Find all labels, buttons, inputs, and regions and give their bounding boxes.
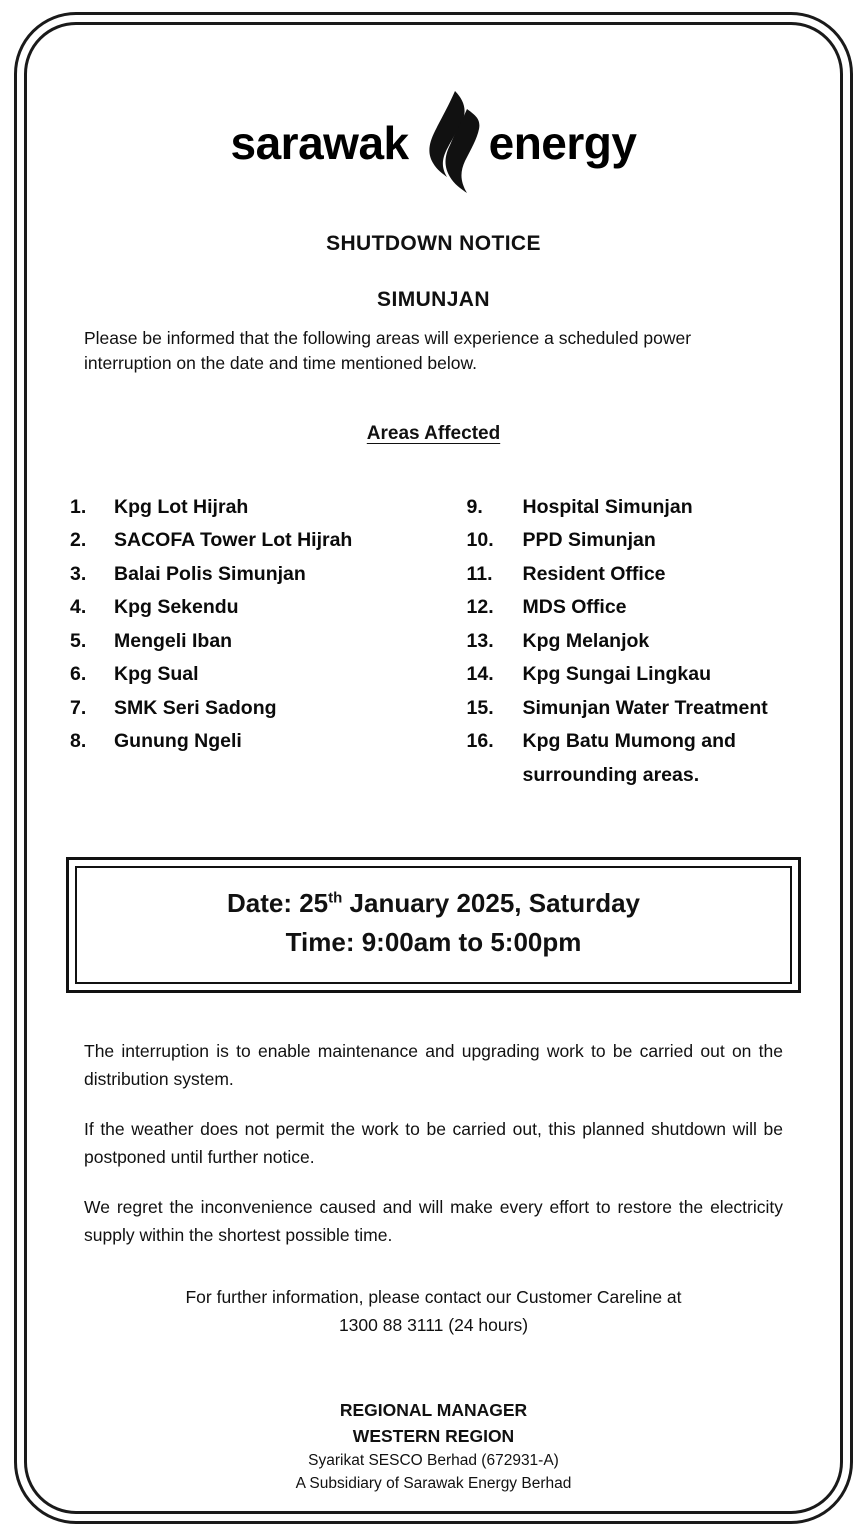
list-item-label: Gunung Ngeli <box>114 730 242 753</box>
schedule-date-suffix: January 2025, Saturday <box>342 887 641 918</box>
notice-page <box>60 40 807 1496</box>
list-item <box>467 591 808 625</box>
list-item <box>467 524 808 558</box>
list-item-number: 1. <box>70 495 87 518</box>
list-item <box>70 558 411 592</box>
list-item <box>467 625 808 659</box>
list-item <box>70 491 411 525</box>
location-title: SIMUNJAN <box>377 288 490 311</box>
list-item-label: Simunjan Water Treatment <box>522 696 768 719</box>
list-item-label: SMK Seri Sadong <box>114 696 277 719</box>
list-item-label: MDS Office <box>522 596 627 619</box>
schedule-date-ordinal: th <box>328 888 343 906</box>
list-item-number: 11. <box>466 562 493 585</box>
list-item-number: 8. <box>70 730 87 753</box>
list-item-number: 10. <box>466 529 494 552</box>
contact-line-1: For further information, please contact our Customer Careline at <box>185 1286 682 1307</box>
list-item-label: Kpg Batu Mumong and surrounding areas. <box>522 730 736 786</box>
paragraph-apology: We regret the inconvenience caused and will make every effort to restore the electricity supply within the shortest possible time. <box>84 1196 783 1245</box>
areas-affected-heading: Areas Affected <box>366 422 501 444</box>
list-item-number: 6. <box>70 663 87 686</box>
list-item-label: Kpg Melanjok <box>522 629 650 652</box>
list-item-number: 9. <box>466 495 483 518</box>
page-title: SHUTDOWN NOTICE <box>326 232 541 255</box>
list-item-label: Kpg Lot Hijrah <box>114 495 249 518</box>
list-item-label: SACOFA Tower Lot Hijrah <box>114 529 353 552</box>
schedule-date-prefix: Date: 25 <box>226 887 329 918</box>
list-item-label: Kpg Sekendu <box>114 596 239 619</box>
footer-subsidiary: A Subsidiary of Sarawak Energy Berhad <box>295 1475 572 1493</box>
list-item <box>70 658 411 692</box>
list-item-label: Balai Polis Simunjan <box>114 562 306 585</box>
list-item <box>467 725 808 792</box>
paragraph-maintenance: The interruption is to enable maintenance and upgrading work to be carried out on the distribution system. <box>84 1040 783 1089</box>
list-item-number: 14. <box>466 663 494 686</box>
list-item-number: 3. <box>70 562 87 585</box>
flame-icon <box>411 89 487 197</box>
list-item-number: 5. <box>70 629 87 652</box>
list-item-label: Kpg Sungai Lingkau <box>522 663 711 686</box>
schedule-date <box>87 884 780 923</box>
list-item-number: 13. <box>466 629 494 652</box>
schedule-time: Time: 9:00am to 5:00pm <box>285 926 582 957</box>
sarawak-energy-logo <box>60 88 807 198</box>
areas-affected-list <box>60 491 807 793</box>
schedule-box <box>66 857 801 993</box>
list-item <box>70 692 411 726</box>
list-item <box>70 625 411 659</box>
list-item-label: Hospital Simunjan <box>522 495 693 518</box>
logo-text-energy: energy <box>488 117 637 169</box>
body-copy <box>60 1037 807 1339</box>
intro-paragraph: Please be informed that the following areas will experience a scheduled power interruption on the date and time mentioned below. <box>84 328 692 374</box>
signature-footer <box>60 1397 807 1496</box>
list-item-number: 16. <box>466 730 494 753</box>
list-item-number: 15. <box>466 696 494 719</box>
footer-role: REGIONAL MANAGER <box>339 1399 528 1420</box>
footer-company: Syarikat SESCO Berhad (672931-A) <box>308 1452 559 1470</box>
schedule-box-inner <box>75 866 792 984</box>
list-item <box>70 725 411 759</box>
list-item-label: Mengeli Iban <box>114 629 233 652</box>
list-item <box>70 524 411 558</box>
list-item-number: 4. <box>70 596 87 619</box>
list-item <box>467 692 808 726</box>
areas-column-left <box>70 491 411 793</box>
list-item <box>467 658 808 692</box>
list-item-number: 7. <box>70 696 87 719</box>
list-item-number: 12. <box>466 596 494 619</box>
areas-column-right <box>411 491 808 793</box>
list-item <box>467 491 808 525</box>
list-item <box>70 591 411 625</box>
list-item-number: 2. <box>70 529 87 552</box>
footer-region: WESTERN REGION <box>352 1425 515 1446</box>
list-item-label: PPD Simunjan <box>522 529 656 552</box>
list-item <box>467 558 808 592</box>
contact-block <box>84 1283 783 1339</box>
logo-text-sarawak: sarawak <box>230 117 409 169</box>
list-item-label: Kpg Sual <box>114 663 199 686</box>
contact-line-2: 1300 88 3111 (24 hours) <box>338 1314 529 1335</box>
list-item-label: Resident Office <box>522 562 666 585</box>
paragraph-weather: If the weather does not permit the work to be carried out, this planned shutdown will be postponed until further notice. <box>84 1118 783 1167</box>
